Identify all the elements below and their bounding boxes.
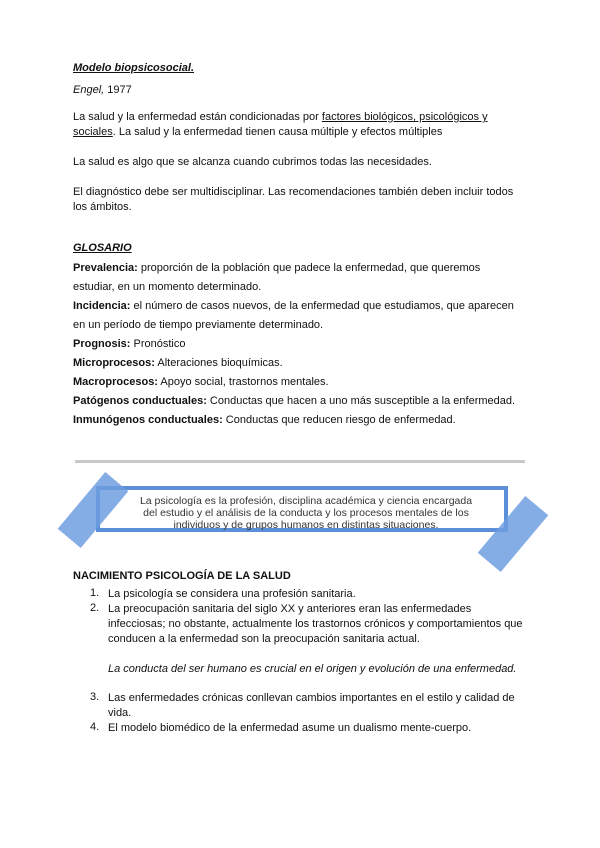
list-line: vida. [108,707,132,719]
glossary-item [73,354,515,373]
factors-underlined: factores biológicos, psicológicos y [321,111,488,123]
glossary-term: Inmunógenos conductuales: [73,414,223,426]
list-item [108,602,523,647]
year: 1977 [104,84,132,96]
list-item [108,587,356,602]
divider [75,460,525,463]
glossary-def-cont: estudiar, en un momento determinado. [73,281,262,293]
list-number: 1. [90,587,100,599]
glossary-def: Conductas que reducen riesgo de enfermedad. [222,414,456,426]
list-number: 2. [90,602,100,614]
glossary-term: Macroprocesos: [73,376,158,388]
paragraph-3 [73,185,513,215]
list-line: infecciosas; no obstante, actualmente los trastornos crónicos y comportamientos que [108,618,523,630]
glossary-term: Patógenos conductuales: [73,395,207,407]
glossary-term: Incidencia: [73,300,131,312]
glossary-item [73,392,515,411]
glossary-title: GLOSARIO [73,242,132,254]
quote-line: individuos y de grupos humanos en distintas situaciones. [173,519,439,531]
list-number: 4. [90,721,100,733]
quote-box [96,486,508,532]
author: Engel, [73,84,105,96]
quote-line: del estudio y el análisis de la conducta y los procesos mentales de los [143,507,469,519]
list-line: Las enfermedades crónicas conllevan cambios importantes en el estilo y calidad de [108,692,515,704]
glossary-item [73,297,515,316]
glossary-def: Conductas que hacen a uno más susceptible a la enfermedad. [206,395,516,407]
page-title: Modelo biopsicosocial. [73,62,195,74]
glossary-term: Prevalencia: [73,262,138,274]
sociales-underlined: sociales [73,126,113,138]
glossary-list [73,259,515,430]
glossary-item [73,373,515,392]
glossary-def: Apoyo social, trastornos mentales. [157,376,329,388]
list-line: El modelo biomédico de la enfermedad asume un dualismo mente-cuerpo. [108,722,472,734]
glossary-term: Prognosis: [73,338,131,350]
para1-text-2: . La salud y la enfermedad tienen causa múltiple y efectos múltiples [112,126,443,138]
section-heading: NACIMIENTO PSICOLOGÍA DE LA SALUD [73,570,291,582]
glossary-def-cont: en un período de tiempo previamente determinado. [73,319,324,331]
author-citation [73,84,132,96]
glossary-def: el número de casos nuevos, de la enfermedad que estudiamos, que aparecen [130,300,514,312]
glossary-def: proporción de la población que padece la enfermedad, que queremos [137,262,481,274]
glossary-def: Alteraciones bioquímicas. [154,357,283,369]
list-line: conducen a la enfermedad son la preocupación sanitaria actual. [108,633,420,645]
list-number: 3. [90,691,100,703]
list-line: La preocupación sanitaria del siglo XX y anteriores eran las enfermedades [108,603,472,615]
list-item [108,721,471,736]
glossary-item [73,259,515,278]
glossary-item [73,411,515,430]
glossary-def: Pronóstico [130,338,186,350]
list-line: La psicología se considera una profesión sanitaria. [108,588,356,600]
paragraph-2: La salud es algo que se alcanza cuando cubrimos todas las necesidades. [73,156,432,168]
glossary-item [73,335,515,354]
para1-text: La salud y la enfermedad están condicionadas por [73,111,322,123]
quote-line: La psicología es la profesión, disciplina académica y ciencia encargada [139,495,473,507]
italic-note: La conducta del ser humano es crucial en el origen y evolución de una enfermedad. [108,663,517,675]
para3-line2: los ámbitos. [73,201,132,213]
glossary-term: Microprocesos: [73,357,155,369]
list-item [108,691,515,721]
quote-text [100,495,512,531]
para3-line1: El diagnóstico debe ser multidisciplinar. Las recomendaciones también deben incluir todos [73,186,514,198]
paragraph-1 [73,110,488,140]
